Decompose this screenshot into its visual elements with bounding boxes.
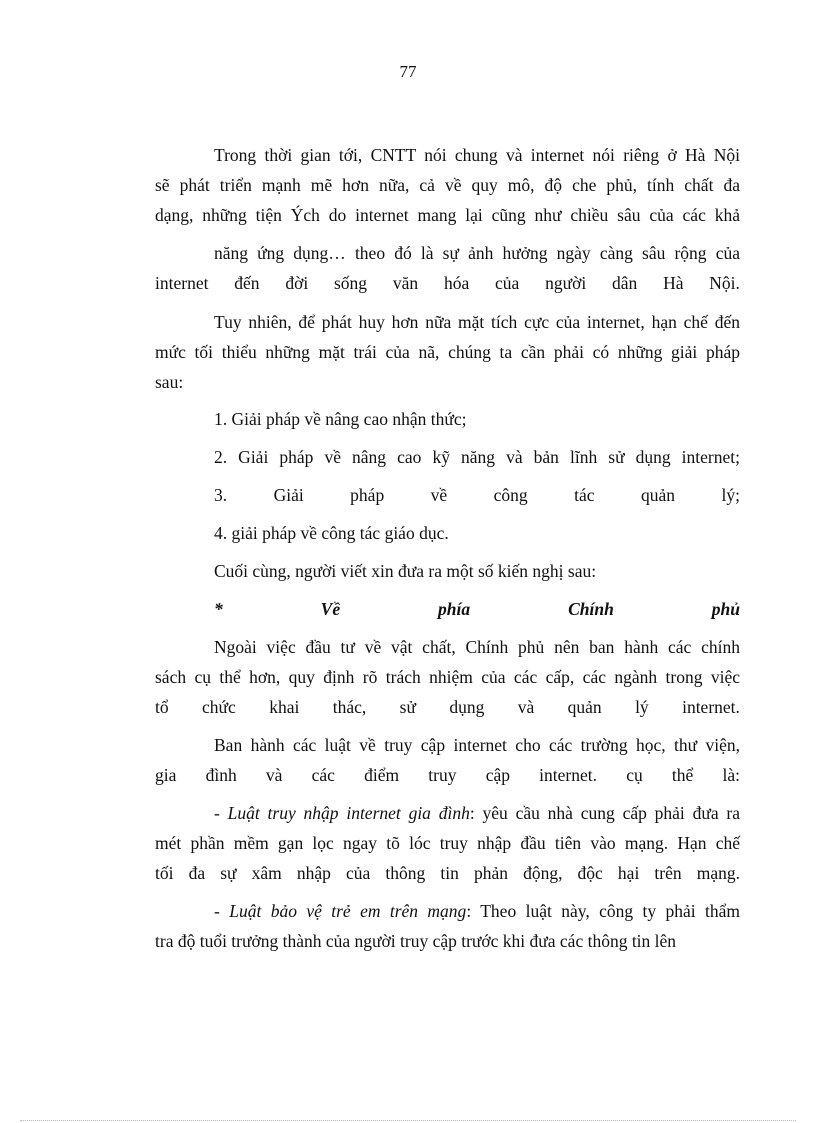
paragraph-line: sách cụ thể hơn, quy định rõ trách nhiệm của các cấp, các ngành trong việc — [155, 667, 740, 687]
section-heading: * Về phía Chính phủ — [214, 599, 740, 619]
paragraph-line: Ban hành các luật về truy cập internet cho các trường học, thư viện, — [214, 735, 740, 755]
paragraph-line: tối đa sự xâm nhập của thông tin phản động, độc hại trên mạng. — [155, 863, 740, 883]
paragraph-line: Ngoài việc đầu tư về vật chất, Chính phủ nên ban hành các chính — [214, 637, 740, 657]
paragraph-line: năng ứng dụng… theo đó là sự ảnh hưởng ngày càng sâu rộng của — [214, 243, 740, 263]
paragraph-line: Tuy nhiên, để phát huy hơn nữa mặt tích cực của internet, hạn chế đến — [214, 312, 740, 332]
paragraph-line: Cuối cùng, người viết xin đưa ra một số kiến nghị sau: — [214, 561, 597, 581]
list-item: 4. giải pháp về công tác giáo dục. — [214, 523, 449, 543]
law-item-line: - Luật bảo vệ trẻ em trên mạng: Theo luật này, công ty phải thẩm — [214, 901, 740, 921]
page-number: 77 — [399, 62, 417, 81]
paragraph-line-spread: internet đến đời sống văn hóa của người dân Hà Nội. — [155, 273, 740, 293]
paragraph-line: dạng, những tiện Ých do internet mang lại cũng như chiều sâu của các khả — [155, 205, 740, 225]
paragraph-line: sau: — [155, 372, 184, 392]
list-item: 2. Giải pháp về nâng cao kỹ năng và bản lĩnh sử dụng internet; — [214, 447, 740, 467]
law-item-line: - Luật truy nhập internet gia đình: yêu cầu nhà cung cấp phải đưa ra — [214, 803, 740, 823]
list-item: 3. Giải pháp về công tác quản lý; — [214, 485, 740, 505]
paragraph-line: tra độ tuổi trưởng thành của người truy cập trước khi đưa các thông tin lên — [155, 931, 677, 951]
paragraph-line-spread: gia đình và các điểm truy cập internet. cụ thể là: — [155, 765, 740, 785]
paragraph-line: sẽ phát triển mạnh mẽ hơn nữa, cả về quy mô, độ che phủ, tính chất đa — [155, 175, 740, 195]
paragraph-line: mét phần mềm gạn lọc ngay tõ lóc truy nhập đầu tiên vào mạng. Hạn chế — [155, 833, 740, 853]
law-term: Luật truy nhập internet gia đình — [227, 803, 470, 823]
paragraph-line: Trong thời gian tới, CNTT nói chung và internet nói riêng ở Hà Nội — [214, 145, 740, 165]
list-item: 1. Giải pháp về nâng cao nhận thức; — [214, 409, 467, 429]
paragraph-line: mức tối thiểu những mặt trái của nã, chúng ta cần phải có những giải pháp — [155, 342, 740, 362]
page-bottom-divider — [20, 1120, 796, 1121]
paragraph-line-spread: tổ chức khai thác, sử dụng và quản lý internet. — [155, 697, 740, 717]
law-term: Luật bảo vệ trẻ em trên mạng — [229, 901, 467, 921]
